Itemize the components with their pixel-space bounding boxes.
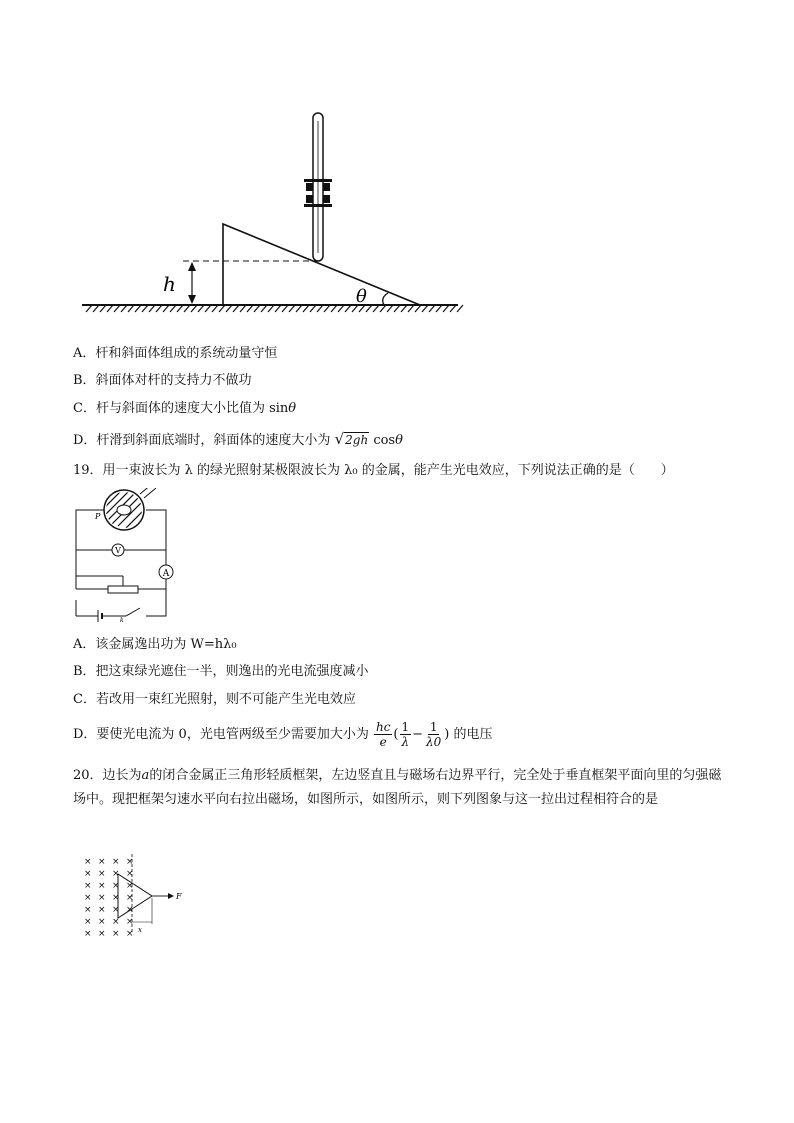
field-cross-icon: × xyxy=(126,929,134,939)
field-cross-icon: × xyxy=(98,893,106,903)
q18-option-d-radicand: 2gh xyxy=(345,433,369,447)
field-cross-icon: × xyxy=(112,917,120,927)
angle-arc xyxy=(383,293,388,305)
field-cross-icon: × xyxy=(98,869,106,879)
field-cross-icon: × xyxy=(112,929,120,939)
field-cross-icon: × xyxy=(98,881,106,891)
fraction-hc-over-e: $\frac{hc}{e}$ xyxy=(375,720,391,749)
field-cross-icon: × xyxy=(98,857,106,867)
q18-option-b: B．斜面体对杆的支持力不做功 xyxy=(73,373,252,388)
theta-label: θ xyxy=(356,286,367,307)
q19-option-d: D．要使光电流为 0，光电管两级至少需要加大小为 $\frac{hc}{e}$ ( $\frac{1}{\lambda}$ − $\frac{1}{\lambda 0}$ ) 的电压 xyxy=(73,720,493,749)
field-cross-icon: × xyxy=(84,893,92,903)
height-arrow xyxy=(188,262,196,304)
displacement-label: x xyxy=(138,926,142,934)
q19-stem: 19．用一束波长为 λ 的绿光照射某极限波长为 λ₀ 的金属，能产生光电效应，下列说法正确的是（ ） xyxy=(73,463,674,478)
field-cross-icon: × xyxy=(84,881,92,891)
field-cross-icon: × xyxy=(84,869,92,879)
q19-option-a: A．该金属逸出功为 W=hλ₀ xyxy=(73,637,237,652)
sqrt-sign: √ xyxy=(334,430,345,448)
q18-option-c-text: C．杆与斜面体的速度大小比值为 sin xyxy=(73,401,289,416)
magnetic-field-frame-figure xyxy=(78,852,188,942)
switch-k-label: k xyxy=(120,617,124,623)
height-label: h xyxy=(163,272,176,296)
field-cross-icon: × xyxy=(98,905,106,915)
q18-option-c xyxy=(73,400,296,418)
photoelectric-circuit-figure xyxy=(68,488,178,623)
force-arrow-icon xyxy=(168,893,174,899)
field-cross-icon: × xyxy=(112,893,120,903)
q18-option-d-text: D．杆滑到斜面底端时，斜面体的速度大小为 xyxy=(73,433,331,448)
q18-option-d-theta: θ xyxy=(395,433,403,448)
field-cross-icon: × xyxy=(98,929,106,939)
rheostat xyxy=(108,586,138,593)
field-cross-icon: × xyxy=(126,893,134,903)
q18-option-c-theta: θ xyxy=(288,401,297,416)
field-cross-icon: × xyxy=(112,881,120,891)
q20-stem: 20．边长为a的闭合金属正三角形轻质框架，左边竖直且与磁场右边界平行，完全处于垂直框架平面向里的匀强磁场中。现把框架匀速水平向右拉出磁场，如图所示，如图所示，则下列图象与这一拉出过程相符合的是 xyxy=(73,768,722,807)
ground-hatching xyxy=(86,305,463,312)
field-cross-icon: × xyxy=(126,905,134,915)
fraction-one-over-lambda0: $\frac{1}{\lambda 0}$ xyxy=(426,720,442,749)
q19-option-d-text: D．要使光电流为 0，光电管两级至少需要加大小为 xyxy=(73,727,369,742)
voltmeter-label: V xyxy=(115,546,121,555)
fraction-one-over-lambda: $\frac{1}{\lambda}$ xyxy=(401,720,410,749)
field-cross-icon: × xyxy=(84,905,92,915)
q18-option-d-cos: cos xyxy=(373,433,396,448)
field-cross-icon: × xyxy=(112,905,120,915)
q19-option-c: C．若改用一束红光照射，则不可能产生光电效应 xyxy=(73,692,356,707)
q18-option-a: A．杆和斜面体组成的系统动量守恒 xyxy=(73,346,278,361)
field-cross-icon: × xyxy=(84,857,92,867)
field-cross-icon: × xyxy=(126,917,134,927)
field-cross-icon: × xyxy=(126,881,134,891)
q19-option-d-suffix: 的电压 xyxy=(453,727,493,742)
magnetic-field-crosses xyxy=(84,857,134,939)
field-cross-icon: × xyxy=(112,869,120,879)
field-cross-icon: × xyxy=(126,869,134,879)
field-cross-icon: × xyxy=(84,917,92,927)
q19-option-b: B．把这束绿光遮住一半，则逸出的光电流强度减小 xyxy=(73,664,369,679)
q18-option-d xyxy=(73,430,403,450)
triangle-frame xyxy=(118,874,152,918)
force-label: F xyxy=(176,892,182,901)
photocell-p-label: P xyxy=(95,512,101,521)
photocell xyxy=(104,488,156,530)
incline-rod-figure xyxy=(70,105,470,320)
field-cross-icon: × xyxy=(126,857,134,867)
ammeter-label: A xyxy=(162,569,170,579)
field-cross-icon: × xyxy=(112,857,120,867)
switch xyxy=(126,608,140,616)
q20-side-a: a xyxy=(141,768,150,783)
field-cross-icon: × xyxy=(84,929,92,939)
field-cross-icon: × xyxy=(98,917,106,927)
